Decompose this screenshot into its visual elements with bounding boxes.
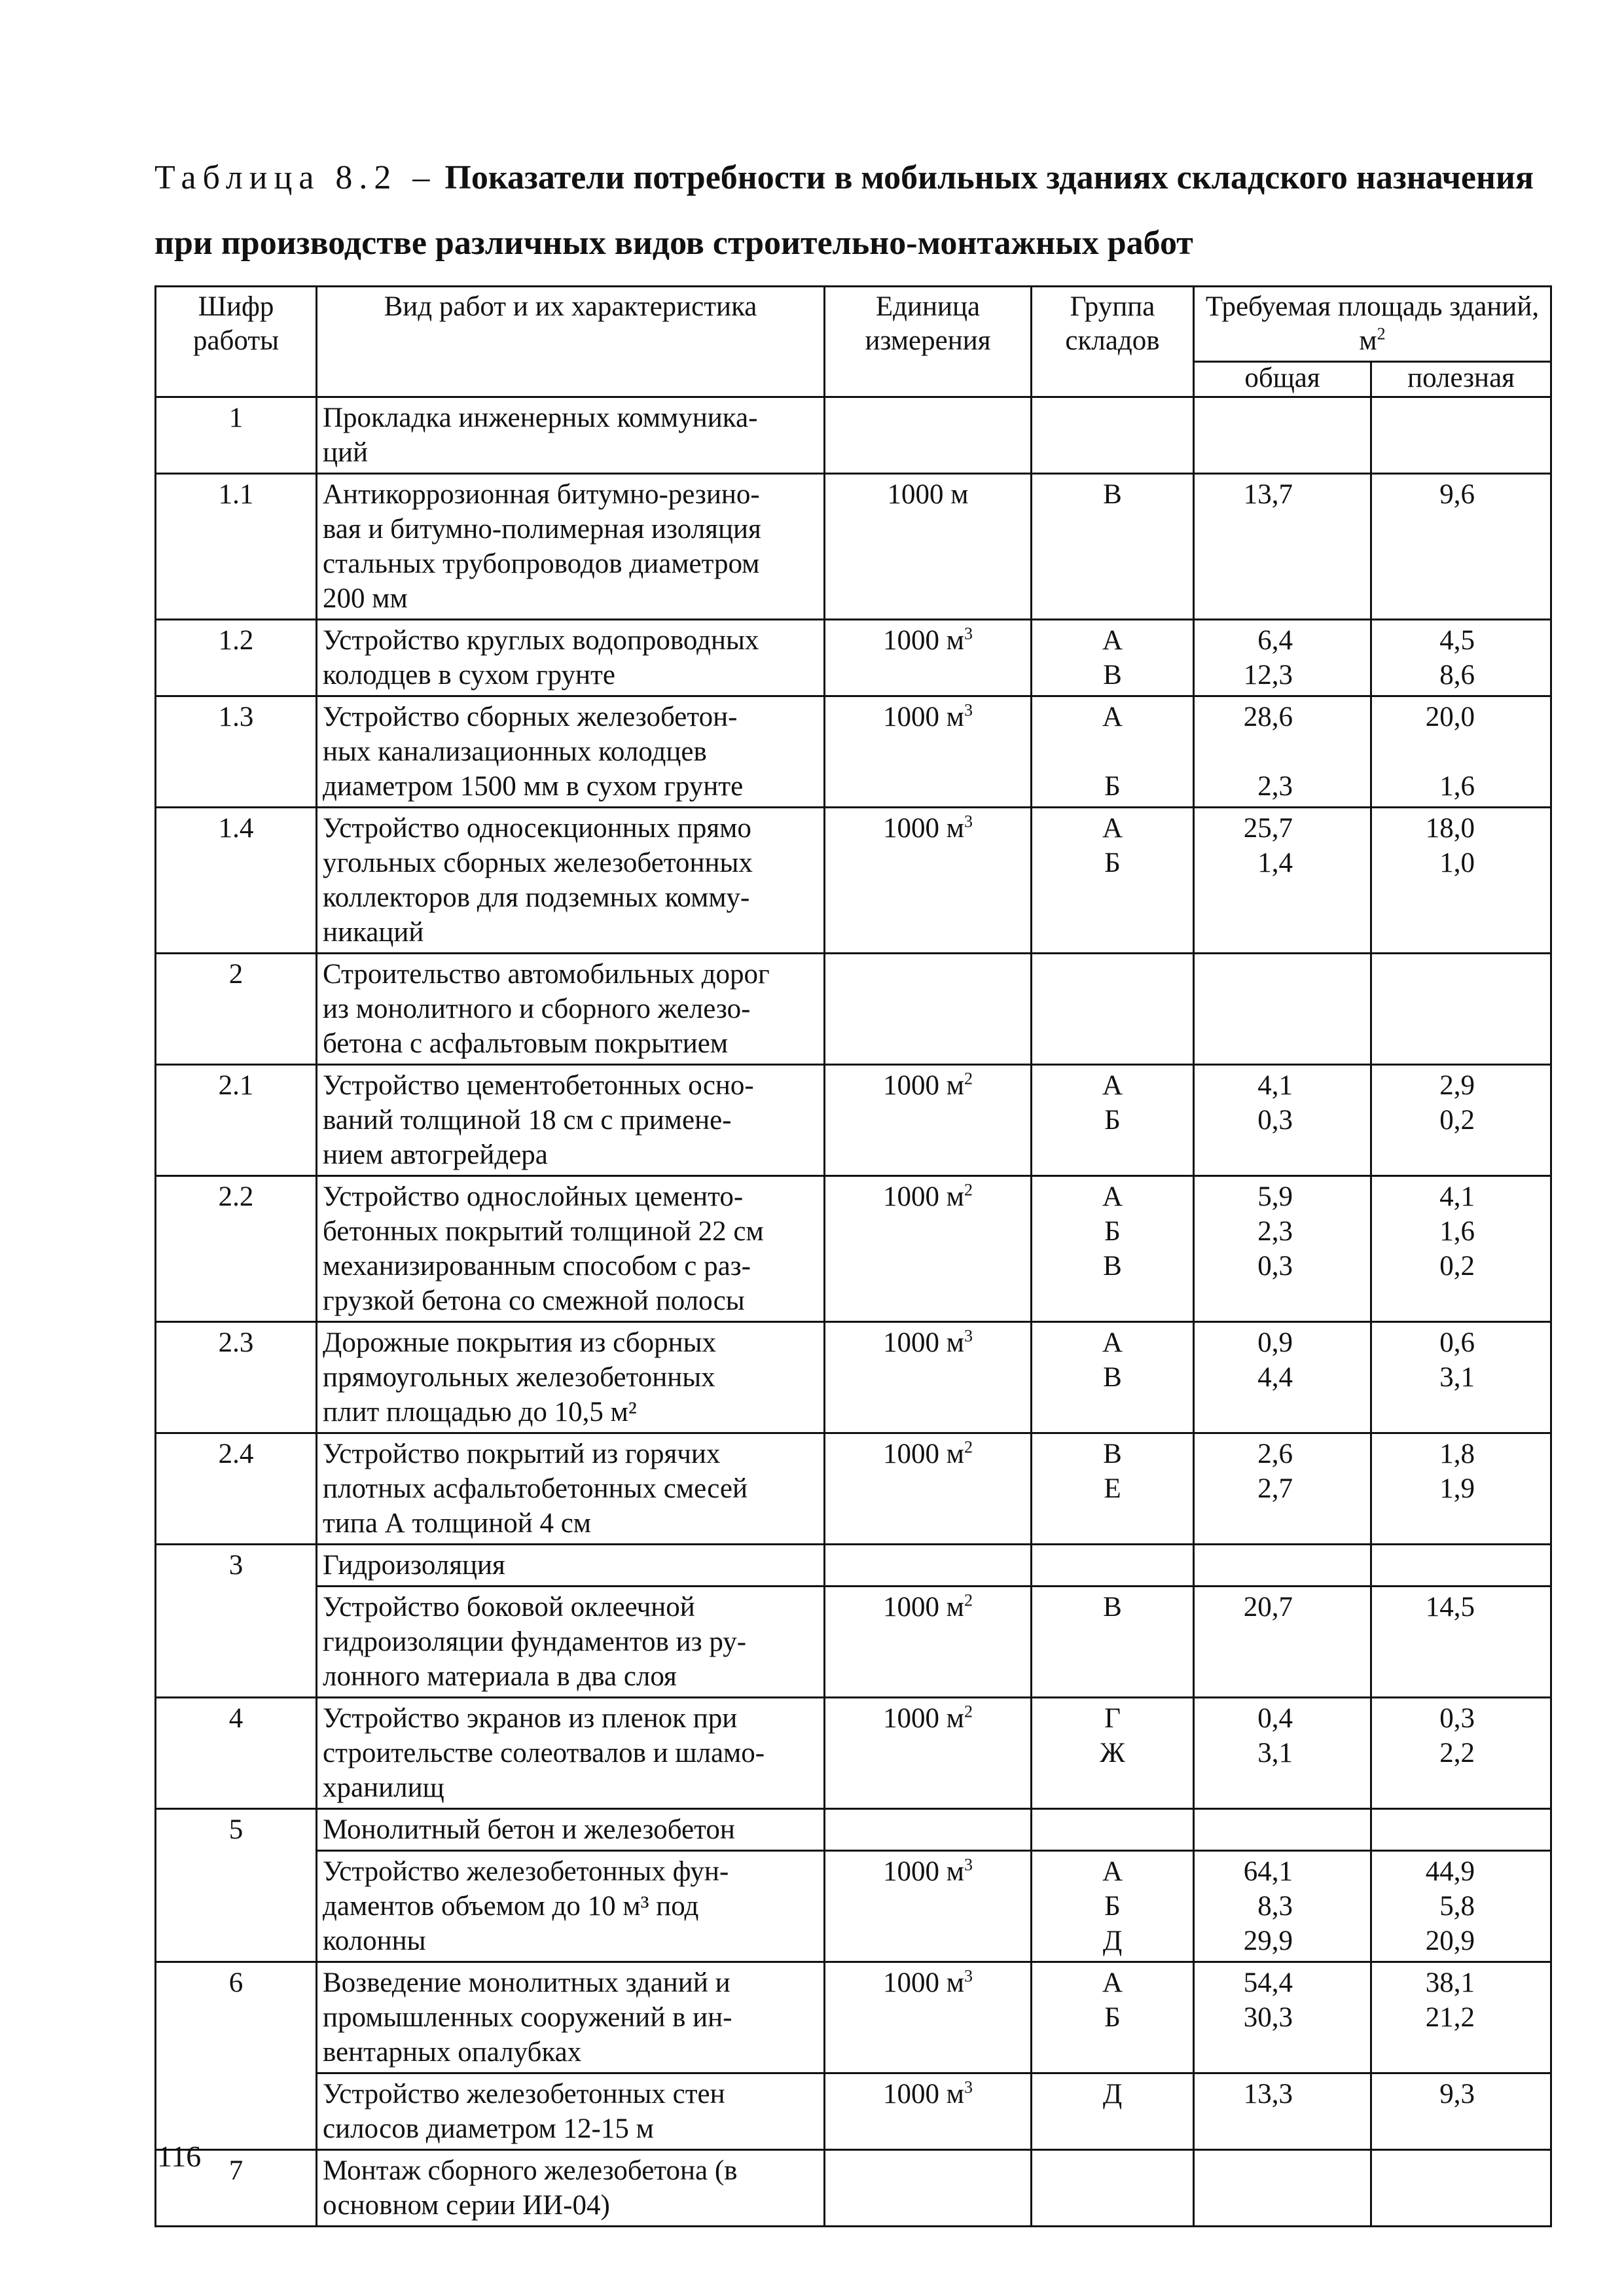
cell-description (317, 808, 825, 954)
unit-text: 1000 м (883, 1967, 964, 1998)
cell-code (156, 1851, 317, 1962)
unit-text: 1000 м (883, 1592, 964, 1623)
table-row (156, 1433, 1551, 1545)
cell-description (317, 397, 825, 474)
cell-useful-area (1371, 1322, 1551, 1433)
description-line: Прокладка инженерных коммуника- (323, 403, 758, 433)
cell-description (317, 1962, 825, 2073)
cell-total-area (1194, 1065, 1371, 1176)
cell-useful-area (1371, 397, 1551, 474)
cell-unit (825, 1065, 1032, 1176)
header-group: Группа складов (1032, 287, 1194, 397)
header-work: Вид работ и их характеристика (317, 287, 825, 397)
cell-total-area (1194, 1962, 1371, 2073)
useful-area-value: 1,0 (1439, 848, 1475, 878)
cell-unit (825, 1433, 1032, 1545)
total-area-value: 0,3 (1257, 1105, 1293, 1136)
description-line: прямоугольных железобетонных (323, 1362, 715, 1393)
description-line: Устройство покрытий из горячих (323, 1439, 721, 1469)
group-value: А (1102, 1856, 1123, 1887)
table-row (156, 620, 1551, 696)
table-row (156, 954, 1551, 1065)
description-line: Устройство экранов из пленок при (323, 1703, 738, 1734)
unit-exponent: 2 (964, 1590, 973, 1610)
unit-text: 1000 м (883, 625, 964, 656)
unit-text: 1000 м (883, 1439, 964, 1469)
description-line: из монолитного и сборного железо- (323, 994, 751, 1024)
description-line: Устройство круглых водопроводных (323, 625, 759, 656)
cell-description (317, 474, 825, 620)
cell-total-area (1194, 1809, 1371, 1851)
description-line: Устройство цементобетонных осно- (323, 1070, 754, 1101)
cell-unit (825, 1809, 1032, 1851)
table-row (156, 1851, 1551, 1962)
header-area-label: Требуемая площадь зданий, м (1205, 291, 1540, 356)
cell-useful-area (1371, 2073, 1551, 2150)
total-area-value: 30,3 (1243, 2002, 1293, 2033)
description-line: колодцев в сухом грунте (323, 660, 615, 691)
total-area-value: 28,6 (1243, 702, 1293, 732)
unit-exponent: 3 (964, 1855, 973, 1874)
description-line: Устройство железобетонных фун- (323, 1856, 729, 1887)
description-line: типа А толщиной 4 см (323, 1508, 592, 1539)
table-body (156, 397, 1551, 2227)
cell-description (317, 1176, 825, 1322)
unit-text: 1000 м (883, 702, 964, 732)
total-area-value: 0,3 (1257, 1251, 1293, 1282)
description-line: даментов объемом до 10 м³ под (323, 1891, 699, 1922)
total-area-value: 29,9 (1243, 1926, 1293, 1956)
useful-area-value: 20,0 (1425, 702, 1475, 732)
unit-exponent: 3 (964, 2077, 973, 2097)
cell-group (1032, 620, 1194, 696)
cell-total-area (1194, 808, 1371, 954)
table-row (156, 397, 1551, 474)
description-line: 200 мм (323, 583, 408, 614)
group-value: В (1103, 1251, 1122, 1282)
cell-group (1032, 1809, 1194, 1851)
description-line: бетона с асфальтовым покрытием (323, 1028, 729, 1059)
table-row (156, 2150, 1551, 2227)
table-row (156, 1176, 1551, 1322)
cell-useful-area (1371, 2150, 1551, 2227)
cell-description (317, 1587, 825, 1698)
table-row (156, 1962, 1551, 2073)
unit-exponent: 3 (964, 1326, 973, 1346)
group-value: В (1103, 1439, 1122, 1469)
group-value: А (1102, 1070, 1123, 1101)
cell-unit (825, 474, 1032, 620)
useful-area-value: 14,5 (1425, 1592, 1475, 1623)
cell-useful-area (1371, 1545, 1551, 1587)
unit-text: 1000 м (883, 813, 964, 844)
cell-useful-area (1371, 808, 1551, 954)
unit-text: 1000 м (883, 1703, 964, 1734)
total-area-value: 1,4 (1257, 848, 1293, 878)
cell-total-area (1194, 1176, 1371, 1322)
table-row (156, 474, 1551, 620)
description-line: Устройство сборных железобетон- (323, 702, 738, 732)
cell-useful-area (1371, 1962, 1551, 2073)
description-line: угольных сборных железобетонных (323, 848, 753, 878)
cell-useful-area (1371, 1809, 1551, 1851)
description-line: ций (323, 437, 369, 468)
cell-unit (825, 1698, 1032, 1809)
cell-unit (825, 620, 1032, 696)
total-area-value: 13,3 (1243, 2079, 1293, 2109)
cell-code: 3 (156, 1545, 317, 1587)
cell-code: 2.1 (156, 1065, 317, 1176)
cell-total-area (1194, 696, 1371, 808)
unit-text: 1000 м (883, 1327, 964, 1358)
total-area-value: 3,1 (1257, 1738, 1293, 1768)
cell-code: 2 (156, 954, 317, 1065)
cell-code: 2.2 (156, 1176, 317, 1322)
description-line: Устройство однослойных цементо- (323, 1181, 744, 1212)
total-area-value: 5,9 (1257, 1181, 1293, 1212)
cell-total-area (1194, 397, 1371, 474)
total-area-value: 2,7 (1257, 1473, 1293, 1504)
useful-area-value: 1,6 (1439, 1216, 1475, 1247)
description-line: коллекторов для подземных комму- (323, 882, 750, 913)
cell-total-area (1194, 954, 1371, 1065)
useful-area-value: 0,2 (1439, 1105, 1475, 1136)
total-area-value: 13,7 (1243, 479, 1293, 510)
cell-total-area (1194, 620, 1371, 696)
cell-code: 1.3 (156, 696, 317, 808)
table-row (156, 2073, 1551, 2150)
cell-description (317, 1322, 825, 1433)
cell-total-area (1194, 2150, 1371, 2227)
group-value: Д (1102, 2079, 1123, 2109)
cell-useful-area (1371, 954, 1551, 1065)
cell-unit (825, 954, 1032, 1065)
total-area-value: 0,9 (1257, 1327, 1293, 1358)
table-row (156, 1545, 1551, 1587)
group-value: Ж (1100, 1738, 1125, 1768)
cell-code: 7 (156, 2150, 317, 2227)
cell-useful-area (1371, 620, 1551, 696)
cell-group (1032, 2073, 1194, 2150)
cell-group (1032, 1322, 1194, 1433)
total-area-value: 6,4 (1257, 625, 1293, 656)
group-value: Б (1104, 1891, 1121, 1922)
useful-area-value: 18,0 (1425, 813, 1475, 844)
table-row (156, 1322, 1551, 1433)
cell-description (317, 2073, 825, 2150)
description-line: колонны (323, 1926, 426, 1956)
caption-title: Показатели потребности в мобильных зданиях складского назначения при производстве различных видов строительно-монтажных работ (154, 159, 1534, 262)
cell-unit (825, 397, 1032, 474)
table-row (156, 1587, 1551, 1698)
unit-exponent: 2 (964, 1437, 973, 1457)
cell-group (1032, 474, 1194, 620)
table-row (156, 1698, 1551, 1809)
group-value: Б (1104, 1105, 1121, 1136)
unit-exponent: 3 (964, 700, 973, 720)
cell-useful-area (1371, 1698, 1551, 1809)
group-value: Б (1104, 771, 1121, 802)
cell-code: 6 (156, 1962, 317, 2073)
cell-code: 1.4 (156, 808, 317, 954)
unit-exponent: 2 (964, 1702, 973, 1721)
description-line: Устройство боковой оклеечной (323, 1592, 695, 1623)
useful-area-value: 9,6 (1439, 479, 1475, 510)
cell-unit (825, 1851, 1032, 1962)
cell-group (1032, 397, 1194, 474)
unit-text: 1000 м (883, 1181, 964, 1212)
table-row (156, 696, 1551, 808)
cell-code: 5 (156, 1809, 317, 1851)
description-line: Монолитный бетон и железобетон (323, 1814, 735, 1845)
cell-unit (825, 2150, 1032, 2227)
useful-area-value (1377, 734, 1475, 769)
useful-area-value: 44,9 (1425, 1856, 1475, 1887)
description-line: механизированным способом с раз- (323, 1251, 751, 1282)
description-line: бетонных покрытий толщиной 22 см (323, 1216, 764, 1247)
total-area-value: 2,3 (1257, 1216, 1293, 1247)
caption-label: Таблица 8.2 – (154, 159, 437, 196)
cell-total-area (1194, 1851, 1371, 1962)
description-line: вая и битумно-полимерная изоляция (323, 514, 761, 545)
cell-code: 2.3 (156, 1322, 317, 1433)
cell-useful-area (1371, 1176, 1551, 1322)
total-area-value (1200, 734, 1293, 769)
table-caption (154, 145, 1555, 276)
description-line: вентарных опалубках (323, 2037, 582, 2068)
group-value: Б (1104, 1216, 1121, 1247)
cell-useful-area (1371, 1851, 1551, 1962)
group-value: В (1103, 1362, 1122, 1393)
cell-total-area (1194, 474, 1371, 620)
cell-description (317, 1698, 825, 1809)
useful-area-value: 38,1 (1425, 1967, 1475, 1998)
cell-useful-area (1371, 1065, 1551, 1176)
header-area (1194, 287, 1551, 362)
useful-area-value: 0,6 (1439, 1327, 1475, 1358)
useful-area-value: 3,1 (1439, 1362, 1475, 1393)
description-line: Устройство железобетонных стен (323, 2079, 725, 2109)
useful-area-value: 9,3 (1439, 2079, 1475, 2109)
cell-code: 4 (156, 1698, 317, 1809)
table-header (156, 287, 1551, 397)
total-area-value: 4,1 (1257, 1070, 1293, 1101)
useful-area-value: 2,9 (1439, 1070, 1475, 1101)
cell-group (1032, 954, 1194, 1065)
cell-description (317, 620, 825, 696)
requirements-table (154, 285, 1552, 2227)
useful-area-value: 20,9 (1425, 1926, 1475, 1956)
group-value: Д (1102, 1926, 1123, 1956)
table-row (156, 1065, 1551, 1176)
cell-unit (825, 696, 1032, 808)
description-line: Дорожные покрытия из сборных (323, 1327, 716, 1358)
description-line: промышленных сооружений в ин- (323, 2002, 732, 2033)
description-line: Антикоррозионная битумно-резино- (323, 479, 760, 510)
unit-exponent: 2 (964, 1069, 973, 1088)
useful-area-value: 4,5 (1439, 625, 1475, 656)
group-value: А (1102, 625, 1123, 656)
description-line: стальных трубопроводов диаметром (323, 548, 760, 579)
useful-area-value: 2,2 (1439, 1738, 1475, 1768)
description-line: нием автогрейдера (323, 1139, 548, 1170)
cell-description (317, 2150, 825, 2227)
cell-group (1032, 1065, 1194, 1176)
unit-exponent: 3 (964, 812, 973, 831)
description-line: никаций (323, 917, 424, 948)
description-line: грузкой бетона со смежной полосы (323, 1285, 745, 1316)
unit-text: 1000 м (883, 1856, 964, 1887)
description-line: лонного материала в два слоя (323, 1661, 677, 1692)
cell-unit (825, 1962, 1032, 2073)
cell-group (1032, 1851, 1194, 1962)
group-value: В (1103, 479, 1122, 510)
useful-area-value: 1,6 (1439, 771, 1475, 802)
group-value: А (1102, 1327, 1123, 1358)
table-row (156, 808, 1551, 954)
cell-useful-area (1371, 696, 1551, 808)
cell-code: 1.1 (156, 474, 317, 620)
description-line: плит площадью до 10,5 м² (323, 1397, 637, 1427)
useful-area-value: 8,6 (1439, 660, 1475, 691)
useful-area-value: 5,8 (1439, 1891, 1475, 1922)
header-useful: полезная (1371, 362, 1551, 397)
useful-area-value: 0,3 (1439, 1703, 1475, 1734)
cell-description (317, 1433, 825, 1545)
cell-description (317, 1809, 825, 1851)
group-value: В (1103, 660, 1122, 691)
cell-group (1032, 696, 1194, 808)
cell-total-area (1194, 1698, 1371, 1809)
description-line: плотных асфальтобетонных смесей (323, 1473, 748, 1504)
page-number: 116 (157, 2140, 202, 2173)
cell-group (1032, 1962, 1194, 2073)
useful-area-value: 21,2 (1425, 2002, 1475, 2033)
total-area-value: 0,4 (1257, 1703, 1293, 1734)
header-code: Шифр работы (156, 287, 317, 397)
description-line: Устройство односекционных прямо (323, 813, 751, 844)
group-value: А (1102, 813, 1123, 844)
total-area-value: 64,1 (1243, 1856, 1293, 1887)
cell-group (1032, 1433, 1194, 1545)
group-value (1038, 734, 1187, 769)
group-value: Е (1104, 1473, 1121, 1504)
cell-unit (825, 1545, 1032, 1587)
total-area-value: 2,6 (1257, 1439, 1293, 1469)
cell-total-area (1194, 2073, 1371, 2150)
description-line: гидроизоляции фундаментов из ру- (323, 1626, 747, 1657)
unit-exponent: 2 (964, 1180, 973, 1200)
total-area-value: 12,3 (1243, 660, 1293, 691)
unit-text: 1000 м (883, 2079, 964, 2109)
total-area-value: 8,3 (1257, 1891, 1293, 1922)
cell-unit (825, 1587, 1032, 1698)
unit-exponent: 3 (964, 1966, 973, 1986)
group-value: А (1102, 702, 1123, 732)
cell-group (1032, 1587, 1194, 1698)
cell-unit (825, 2073, 1032, 2150)
cell-description (317, 1065, 825, 1176)
description-line: ных канализационных колодцев (323, 736, 707, 767)
group-value: А (1102, 1967, 1123, 1998)
cell-total-area (1194, 1587, 1371, 1698)
description-line: строительстве солеотвалов и шламо- (323, 1738, 765, 1768)
cell-group (1032, 808, 1194, 954)
cell-group (1032, 1545, 1194, 1587)
group-value: Г (1104, 1703, 1121, 1734)
table-row (156, 1809, 1551, 1851)
header-area-sup: 2 (1377, 324, 1386, 344)
cell-code (156, 1587, 317, 1698)
useful-area-value: 1,9 (1439, 1473, 1475, 1504)
description-line: основном серии ИИ-04) (323, 2190, 610, 2221)
cell-unit (825, 1176, 1032, 1322)
cell-description (317, 954, 825, 1065)
total-area-value: 25,7 (1243, 813, 1293, 844)
cell-code: 1 (156, 397, 317, 474)
unit-exponent: 3 (964, 624, 973, 643)
description-line: хранилищ (323, 1772, 444, 1803)
description-line: Гидроизоляция (323, 1550, 505, 1581)
cell-code: 2.4 (156, 1433, 317, 1545)
unit-text: 1000 м (883, 1070, 964, 1101)
cell-group (1032, 1176, 1194, 1322)
cell-useful-area (1371, 1433, 1551, 1545)
total-area-value: 4,4 (1257, 1362, 1293, 1393)
useful-area-value: 4,1 (1439, 1181, 1475, 1212)
total-area-value: 20,7 (1243, 1592, 1293, 1623)
cell-code: 1.2 (156, 620, 317, 696)
cell-group (1032, 2150, 1194, 2227)
useful-area-value: 0,2 (1439, 1251, 1475, 1282)
description-line: Возведение монолитных зданий и (323, 1967, 731, 1998)
cell-description (317, 1545, 825, 1587)
total-area-value: 2,3 (1257, 771, 1293, 802)
useful-area-value: 1,8 (1439, 1439, 1475, 1469)
description-line: Монтаж сборного железобетона (в (323, 2155, 738, 2186)
cell-description (317, 1851, 825, 1962)
group-value: Б (1104, 2002, 1121, 2033)
cell-useful-area (1371, 474, 1551, 620)
group-value: Б (1104, 848, 1121, 878)
description-line: силосов диаметром 12-15 м (323, 2113, 654, 2144)
cell-unit (825, 808, 1032, 954)
cell-total-area (1194, 1545, 1371, 1587)
cell-useful-area (1371, 1587, 1551, 1698)
header-total: общая (1194, 362, 1371, 397)
cell-total-area (1194, 1433, 1371, 1545)
total-area-value: 54,4 (1243, 1967, 1293, 1998)
description-line: Строительство автомобильных дорог (323, 959, 770, 990)
cell-unit (825, 1322, 1032, 1433)
cell-group (1032, 1698, 1194, 1809)
unit-text: 1000 м (887, 479, 969, 510)
group-value: А (1102, 1181, 1123, 1212)
description-line: ваний толщиной 18 см с примене- (323, 1105, 732, 1136)
header-unit: Единица измерения (825, 287, 1032, 397)
cell-description (317, 696, 825, 808)
cell-total-area (1194, 1322, 1371, 1433)
description-line: диаметром 1500 мм в сухом грунте (323, 771, 744, 802)
group-value: В (1103, 1592, 1122, 1623)
